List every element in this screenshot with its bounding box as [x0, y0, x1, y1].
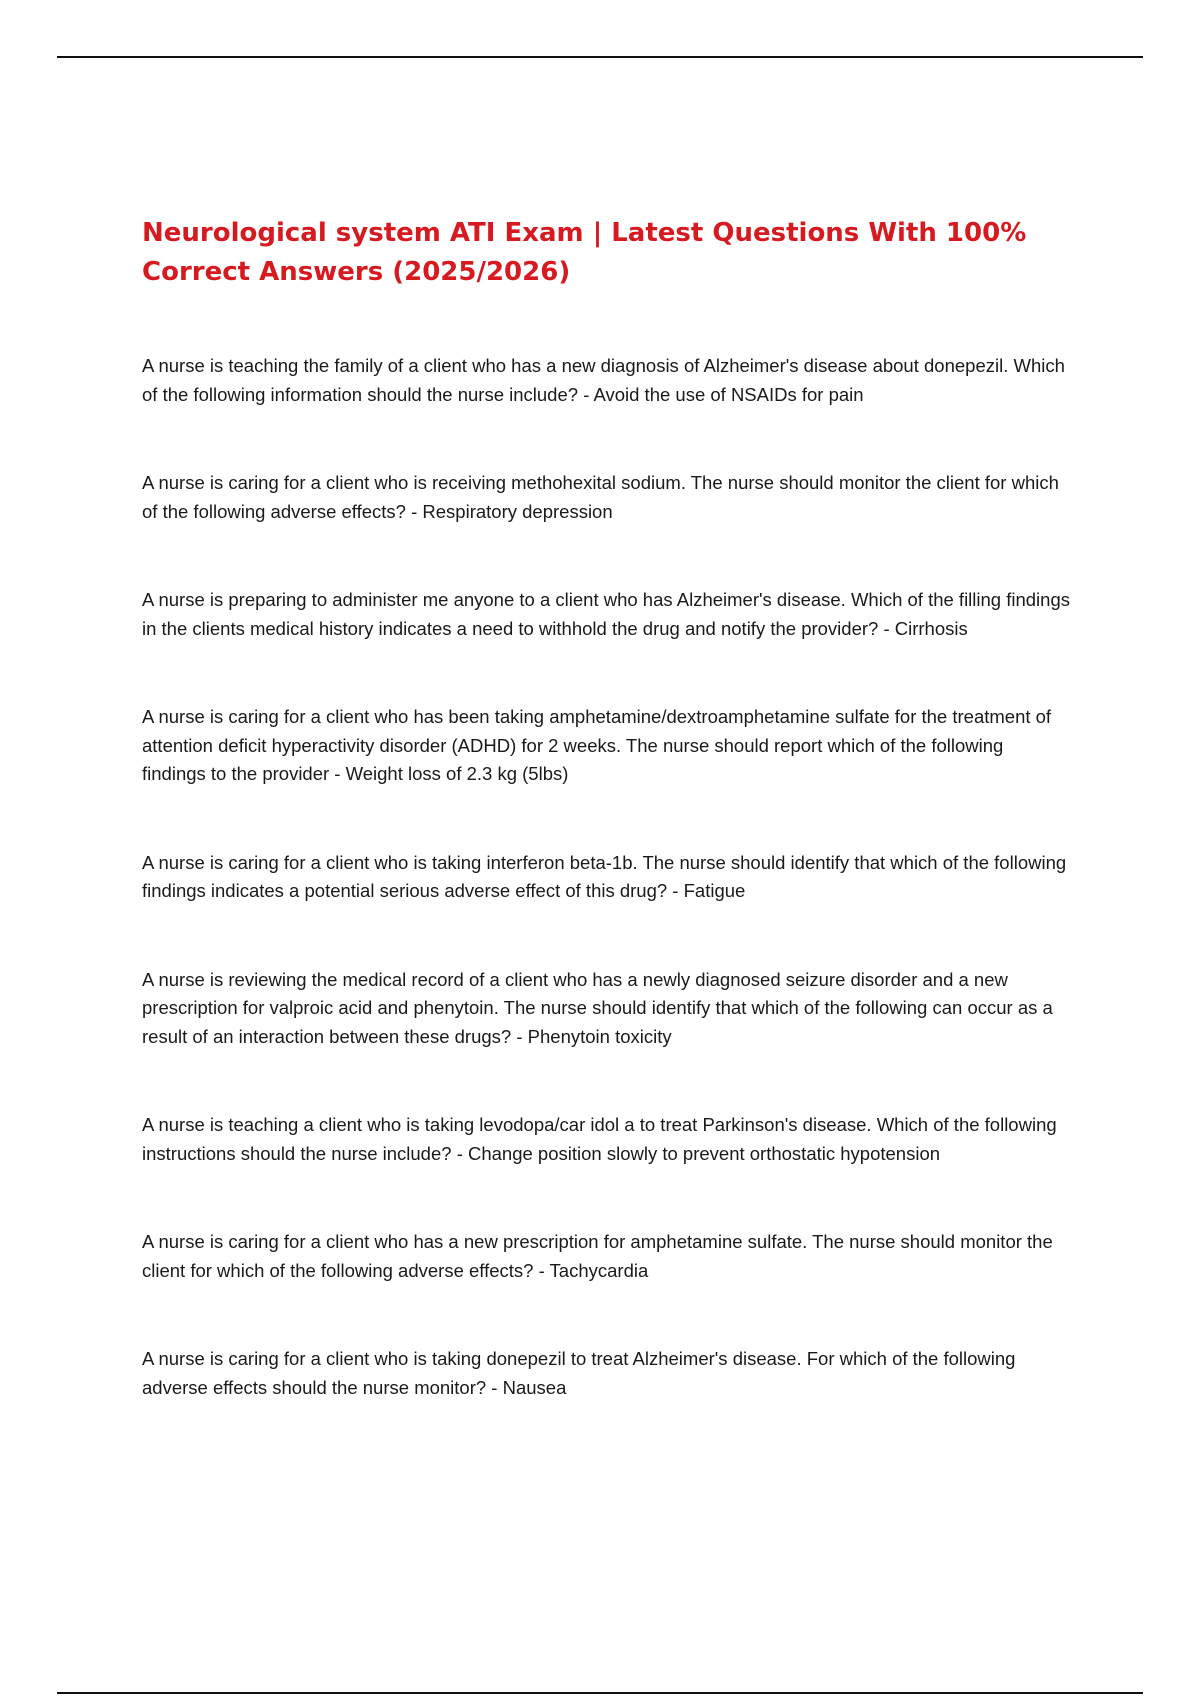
question-item: A nurse is caring for a client who has a new prescription for amphetamine sulfate. The nurse should monitor the client for which of the following adverse effects? - Tachycardia: [142, 1231, 1053, 1281]
question-item: A nurse is reviewing the medical record of a client who has a newly diagnosed seizure disorder and a new prescription for valproic acid and phenytoin. The nurse should identify that which of the following can occur as a result of an interaction between these drugs? - Phenytoin toxicity: [142, 968, 1053, 1047]
question-item: A nurse is preparing to administer me anyone to a client who has Alzheimer's disease. Which of the filling findings in the clients medical history indicates a need to withhold the drug and notify the provider? - Cirrhosis: [142, 589, 1070, 639]
question-item: A nurse is caring for a client who is taking donepezil to treat Alzheimer's disease. For which of the following adverse effects should the nurse monitor? - Nausea: [142, 1348, 1016, 1398]
question-item: A nurse is caring for a client who has been taking amphetamine/dextroamphetamine sulfate for the treatment of attention deficit hyperactivity disorder (ADHD) for 2 weeks. The nurse should report which of the following findings to the provider - Weight loss of 2.3 kg (5lbs): [142, 706, 1052, 784]
document-body: [142, 214, 1072, 1462]
document-title: Neurological system ATI Exam | Latest Questions With 100% Correct Answers (2025/2026): [142, 218, 1027, 287]
question-item: A nurse is caring for a client who is receiving methohexital sodium. The nurse should monitor the client for which of the following adverse effects? - Respiratory depression: [142, 472, 1059, 522]
header-rule: [57, 56, 1143, 58]
question-item: A nurse is caring for a client who is taking interferon beta-1b. The nurse should identify that which of the following findings indicates a potential serious adverse effect of this drug? - Fatigue: [142, 851, 1067, 901]
question-item: A nurse is teaching the family of a client who has a new diagnosis of Alzheimer's disease about donepezil. Which of the following information should the nurse include? - Avoid the use of NSAIDs for pain: [142, 355, 1065, 405]
footer-rule: [57, 1692, 1143, 1694]
question-item: A nurse is teaching a client who is taking levodopa/car idol a to treat Parkinson's disease. Which of the following instructions should the nurse include? - Change position slowly to prevent orthostatic hypotension: [142, 1114, 1057, 1164]
question-list: [142, 352, 1072, 1402]
